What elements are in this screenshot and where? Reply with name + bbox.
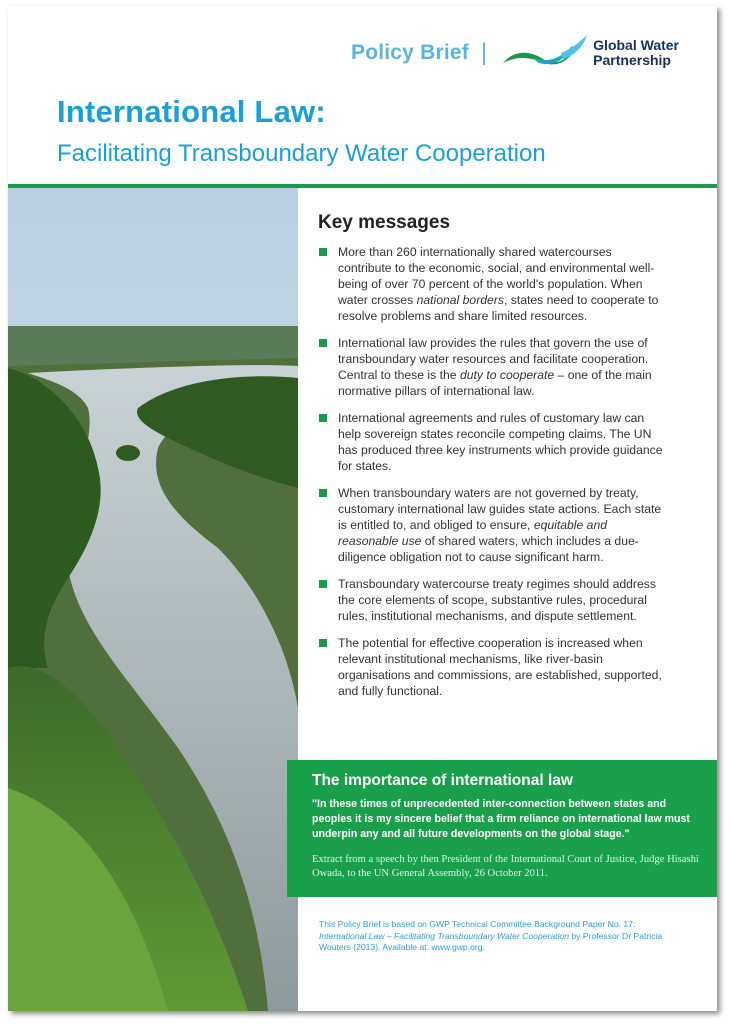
header-separator: |: [480, 39, 488, 66]
key-message-emphasis: national borders: [416, 293, 504, 307]
logo-line-2: Partnership: [593, 52, 671, 68]
importance-box-quote: "In these times of unprecedented inter-connection between states and peoples it is my sincere belief that a firm reliance on international law must underpin any and all future developments on the global stage.": [312, 798, 690, 840]
footnote-paper-title: International Law – Facilitating Transboundary Water Cooperation: [319, 930, 569, 941]
footnote-text: This Policy Brief is based on GWP Technical Committee Background Paper No. 17:: [319, 919, 636, 929]
green-square-bullet-icon: [319, 489, 327, 497]
wave-logo-icon: [501, 33, 589, 73]
logo-line-1: Global Water: [593, 37, 679, 53]
key-message-emphasis: equitable and reasonable use: [338, 518, 608, 548]
key-message-text-end: – one of the main normative pillars of international law.: [338, 368, 652, 398]
green-square-bullet-icon: [319, 639, 327, 647]
key-message-item: [318, 635, 663, 699]
key-message-text: International law provides the rules that govern the use of transboundary water resources and facilitate cooperation. Central to these is the: [338, 336, 649, 382]
green-square-bullet-icon: [319, 339, 327, 347]
policy-brief-label: Policy Brief: [350, 41, 469, 64]
policy-brief-page: [8, 6, 717, 1011]
key-message-item: [318, 244, 663, 324]
key-message-item: [318, 485, 663, 565]
key-message-item: [318, 576, 663, 624]
key-messages-heading: Key messages: [318, 212, 451, 233]
key-messages-list: [318, 244, 663, 699]
river-landscape-photo: [8, 188, 298, 1011]
key-message-text-end: , states need to cooperate to resolve problems and share limited resources.: [338, 293, 659, 323]
key-message-item: [318, 335, 663, 399]
footnote-text-end: by Professor Dr Patricia Wouters (2013). Available at: www.gwp.org.: [319, 930, 663, 952]
importance-box-source: Extract from a speech by then President of the International Court of Justice, Judge Hisashi Owada, to the UN General Assembly, 26 October 2011.: [312, 854, 699, 879]
key-message-text: When transboundary waters are not governed by treaty, customary international law guides state actions. Each state is entitled to, and obliged to ensure,: [338, 486, 662, 532]
key-message-emphasis: duty to cooperate: [459, 368, 555, 382]
gwp-logo-text: [593, 38, 679, 68]
importance-box-title: The importance of international law: [312, 772, 573, 789]
source-footnote: [319, 919, 679, 954]
key-message-text: More than 260 internationally shared watercourses contribute to the economic, social, and environmental well-being of over 70 percent of the world's population. When water crosses: [338, 245, 655, 307]
green-square-bullet-icon: [319, 414, 327, 422]
key-message-text: International agreements and rules of customary law can help sovereign states reconcile competing claims. The UN has produced three key instruments which provide guidance for states.: [338, 411, 663, 473]
key-message-text: Transboundary watercourse treaty regimes should address the core elements of scope, substantive rules, procedural rules, institutional mechanisms, and dispute settlement.: [338, 577, 656, 623]
key-message-text: The potential for effective cooperation is increased when relevant institutional mechanisms, like river-basin organisations and commissions, are established, supported, and fully functional.: [338, 636, 662, 698]
page-title: International Law:: [57, 94, 326, 129]
importance-callout-box: [287, 760, 717, 897]
key-message-text-end: of shared waters, which includes a due-diligence obligation not to cause significant harm.: [338, 534, 639, 564]
green-square-bullet-icon: [319, 248, 327, 256]
key-messages-section: [318, 212, 663, 710]
header-brand: [351, 32, 679, 74]
green-square-bullet-icon: [319, 580, 327, 588]
page-subtitle: Facilitating Transboundary Water Cooperation: [57, 140, 546, 167]
gwp-logo: [501, 33, 679, 73]
key-message-item: [318, 410, 663, 474]
